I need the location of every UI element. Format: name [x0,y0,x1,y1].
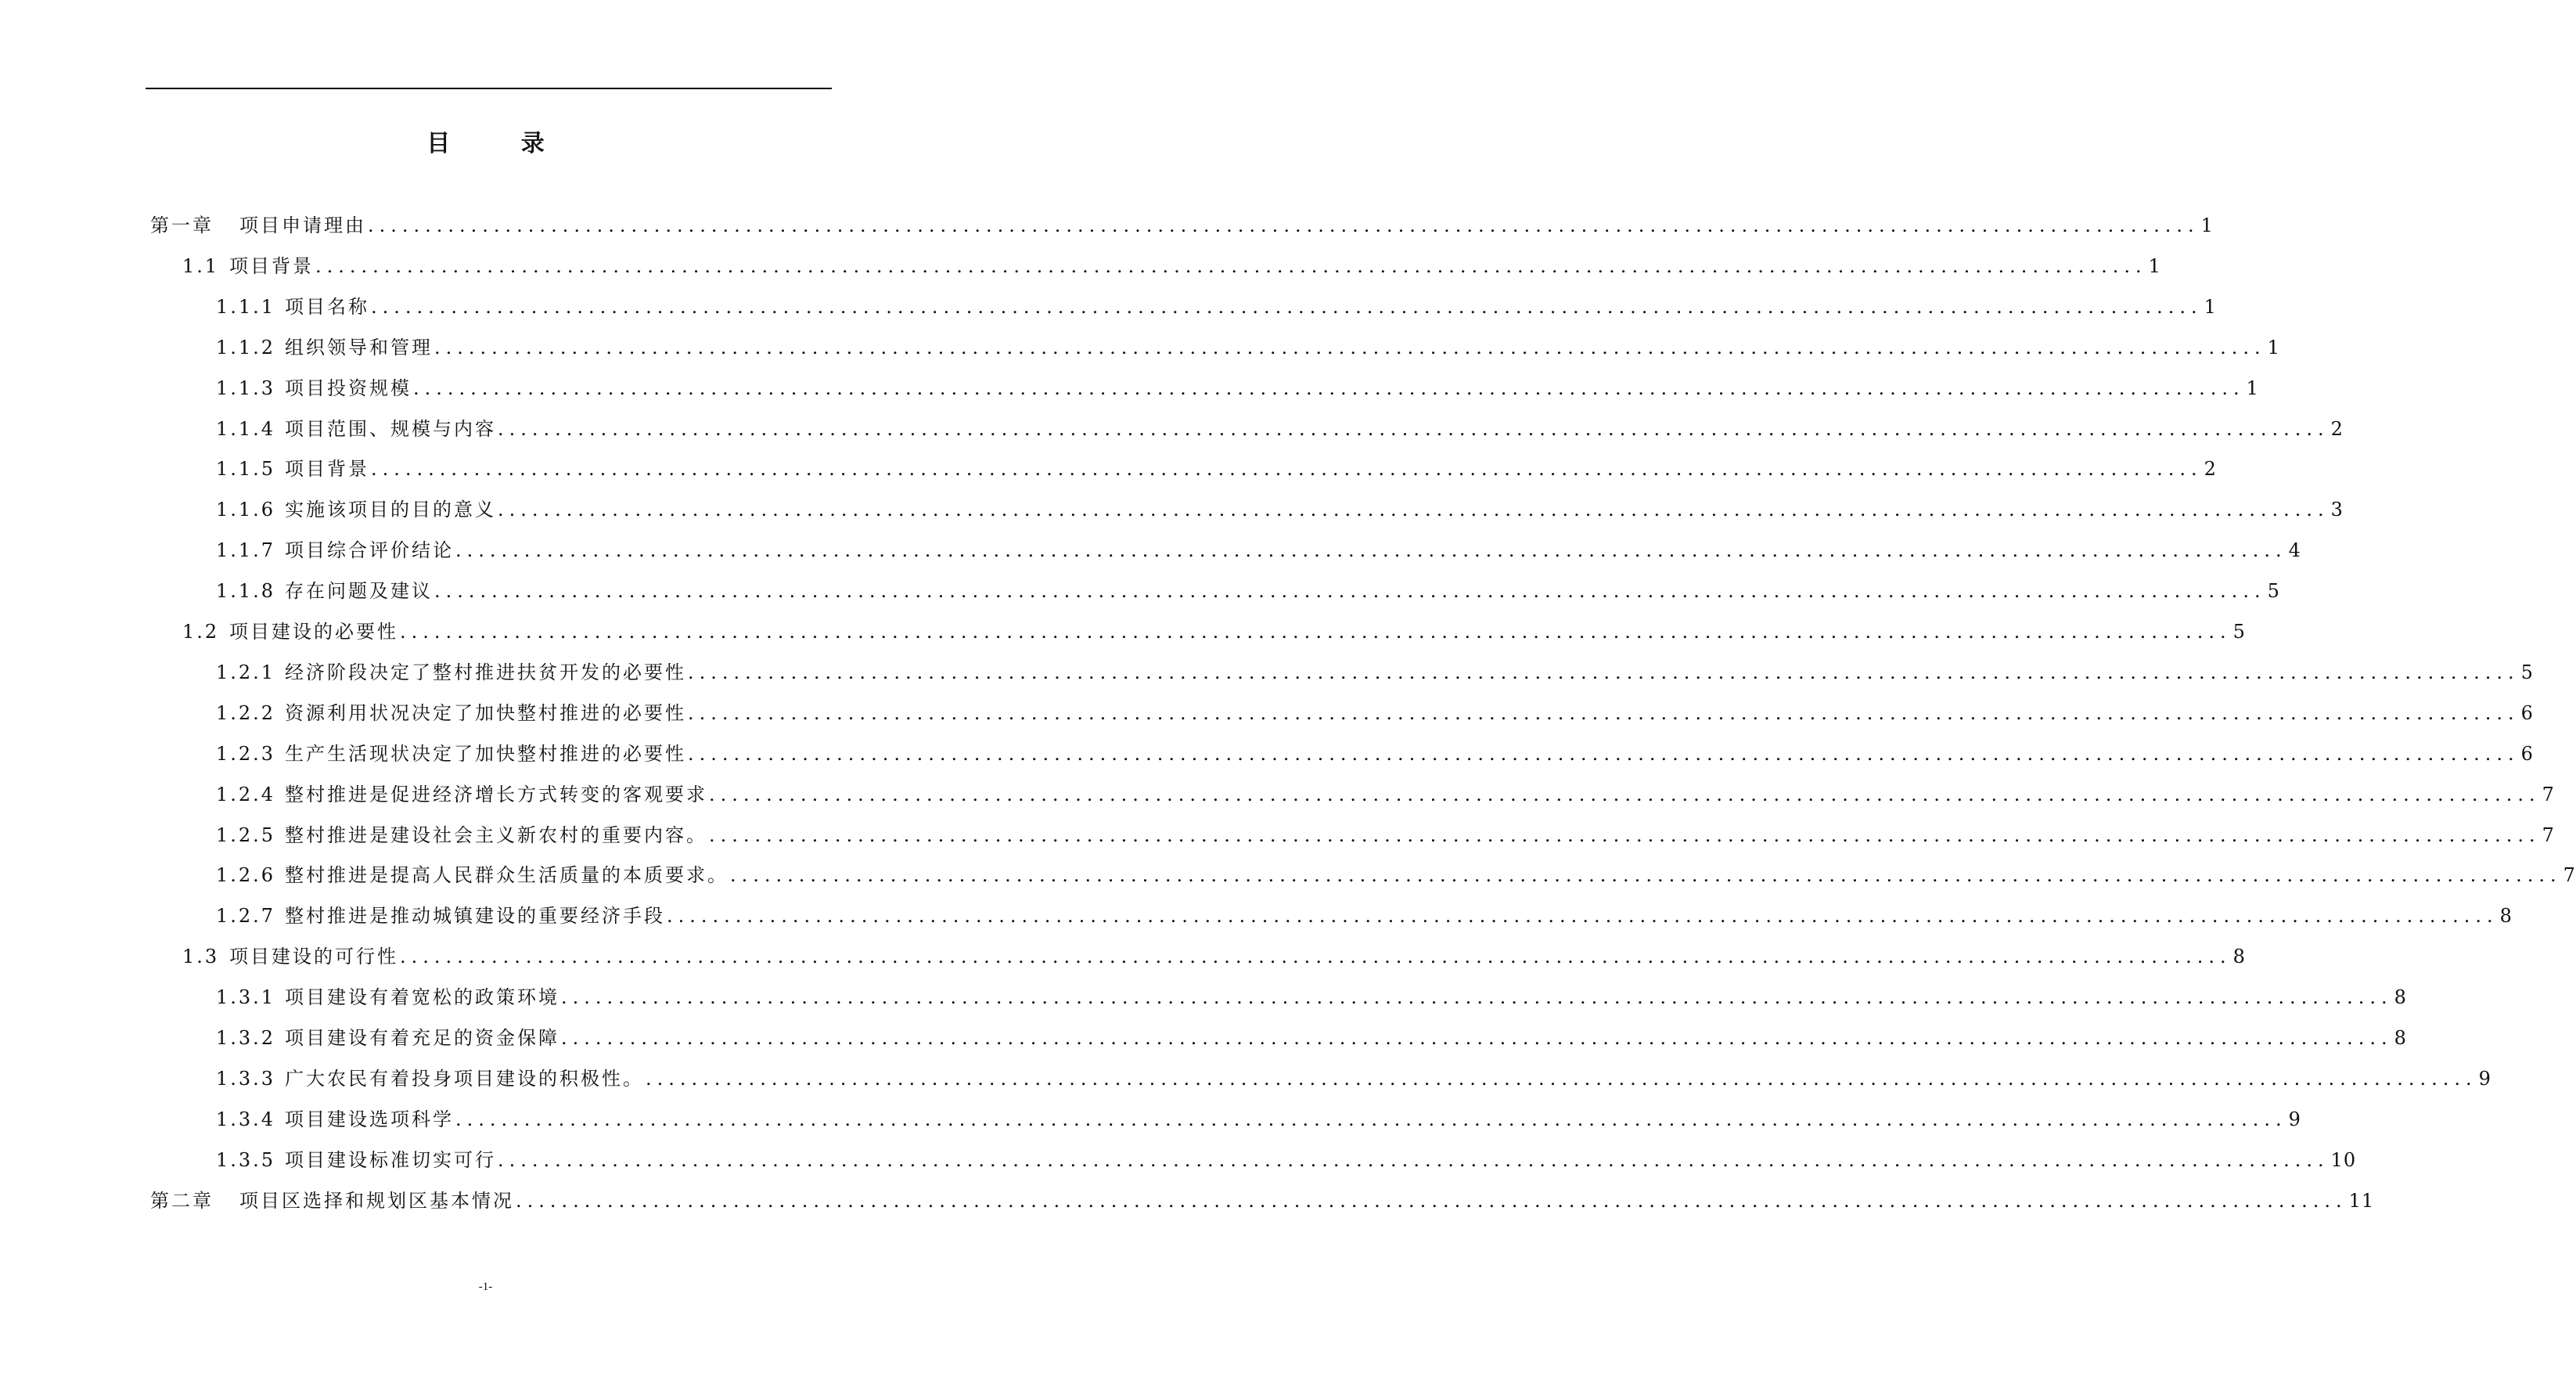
toc-entry-label: 项目背景 [229,255,314,277]
toc-entry-number: 1.2.1 [216,661,276,683]
toc-entry-label: 整村推进是提高人民群众生活质量的本质要求。 [285,864,729,886]
toc-entry-number: 1.1.4 [216,418,276,440]
toc-dot-leader: ................................................................................................................................................................ [455,1108,2287,1130]
toc-entry-label: 整村推进是推动城镇建设的重要经济手段 [285,905,665,927]
toc-entry-label: 实施该项目的目的意义 [285,499,496,521]
toc-entry-number: 1.3 [182,946,220,968]
toc-entry[interactable] [150,1185,2375,1213]
toc-entry-number: 1.3.2 [216,1027,276,1049]
toc-entry-label: 项目建设有着宽松的政策环境 [285,986,559,1008]
toc-entry-number: 1.1.6 [216,499,276,521]
toc-entry[interactable] [216,453,2217,481]
toc-entry-label: 项目综合评价结论 [285,539,454,561]
toc-entry-page: 6 [2520,743,2534,765]
toc-entry-label: 项目范围、规模与内容 [285,418,496,440]
toc-entry-label: 项目建设的必要性 [229,621,398,643]
toc-dot-leader: ................................................................................................................................................................ [709,824,2541,846]
toc-dot-leader: ................................................................................................................................................................ [371,458,2203,480]
page-title: 目 录 [426,130,576,157]
toc-entry-number: 1.1.8 [216,580,276,602]
toc-entry[interactable] [216,575,2280,604]
toc-entry[interactable] [216,859,2576,888]
toc-dot-leader: ................................................................................................................................................................ [730,864,2562,886]
toc-entry-page: 5 [2232,621,2246,643]
toc-dot-leader: ................................................................................................................................................................ [561,1027,2393,1049]
toc-entry-page: 11 [2348,1190,2375,1212]
toc-entry[interactable] [216,291,2217,319]
toc-entry-page: 1 [2204,296,2217,318]
toc-entry-label: 项目建设选项科学 [285,1108,454,1130]
toc-dot-leader: ................................................................................................................................................................ [368,214,2200,236]
toc-dot-leader: ................................................................................................................................................................ [667,905,2499,927]
toc-entry[interactable] [216,373,2259,401]
toc-entry[interactable] [216,1022,2407,1050]
toc-entry-number: 1.2.4 [216,784,276,805]
toc-entry-page: 4 [2288,539,2301,561]
toc-dot-leader: ................................................................................................................................................................ [434,580,2266,602]
toc-entry-label: 组织领导和管理 [285,337,433,359]
toc-dot-leader: ................................................................................................................................................................ [455,539,2287,561]
toc-dot-leader: ................................................................................................................................................................ [646,1068,2477,1090]
toc-entry-page: 8 [2499,905,2513,927]
toc-entry-page: 1 [2246,377,2259,399]
toc-dot-leader: ................................................................................................................................................................ [688,661,2520,683]
toc-entry-number: 1.2.6 [216,864,276,886]
toc-entry-label: 存在问题及建议 [285,580,433,602]
toc-dot-leader: ................................................................................................................................................................ [688,743,2520,765]
toc-dot-leader: ................................................................................................................................................................ [688,702,2520,724]
toc-entry-label: 生产生活现状决定了加快整村推进的必要性 [285,743,686,765]
toc-entry[interactable] [182,616,2246,644]
toc-dot-leader: ................................................................................................................................................................ [498,499,2330,521]
toc-entry[interactable] [216,1104,2301,1132]
toc-entry-page: 7 [2563,864,2576,886]
toc-entry-label: 整村推进是促进经济增长方式转变的客观要求 [285,784,707,805]
toc-entry-number: 1.3.4 [216,1108,276,1130]
toc-entry-number: 1.3.1 [216,986,276,1008]
toc-entry-label: 项目背景 [285,458,369,480]
toc-entry-number: 1.2.2 [216,702,276,724]
toc-entry[interactable] [216,1144,2357,1173]
toc-entry-number: 第二章 [150,1190,214,1212]
toc-entry[interactable] [216,820,2555,848]
toc-entry-number: 1.1.5 [216,458,276,480]
toc-entry-page: 2 [2330,418,2344,440]
toc-entry-label: 项目申请理由 [239,214,366,236]
toc-dot-leader: ................................................................................................................................................................ [561,986,2393,1008]
toc-entry[interactable] [216,779,2555,807]
toc-entry[interactable] [216,413,2344,441]
toc-entry[interactable] [216,1063,2491,1091]
toc-entry-number: 1.3.3 [216,1068,276,1090]
toc-entry-page: 8 [2394,1027,2407,1049]
toc-dot-leader: ................................................................................................................................................................ [400,946,2232,968]
toc-entry-number: 1.2 [182,621,220,643]
toc-entry-label: 项目区选择和规划区基本情况 [239,1190,514,1212]
toc-entry-number: 1.1.7 [216,539,276,561]
toc-entry-page: 7 [2542,784,2555,805]
toc-entry[interactable] [216,332,2280,360]
toc-entry-page: 2 [2204,458,2217,480]
toc-entry-page: 6 [2520,702,2534,724]
toc-entry-number: 1.1.1 [216,296,276,318]
toc-entry[interactable] [216,494,2344,522]
toc-entry-label: 项目建设有着充足的资金保障 [285,1027,559,1049]
toc-entry-page: 1 [2148,255,2161,277]
toc-entry-page: 3 [2330,499,2344,521]
toc-entry-page: 5 [2520,661,2534,683]
toc-entry-label: 整村推进是建设社会主义新农村的重要内容。 [285,824,707,846]
toc-entry-page: 9 [2288,1108,2301,1130]
toc-dot-leader: ................................................................................................................................................................ [498,1149,2330,1171]
toc-dot-leader: ................................................................................................................................................................ [413,377,2245,399]
toc-entry-number: 1.1 [182,255,220,277]
toc-entry-number: 第一章 [150,214,214,236]
toc-entry-number: 1.2.7 [216,905,276,927]
toc-dot-leader: ................................................................................................................................................................ [516,1190,2348,1212]
toc-entry[interactable] [216,982,2407,1010]
toc-entry-number: 1.3.5 [216,1149,276,1171]
toc-entry-label: 项目建设标准切实可行 [285,1149,496,1171]
toc-dot-leader: ................................................................................................................................................................ [709,784,2541,805]
toc-entry[interactable] [150,210,2214,238]
toc-entry-page: 8 [2232,946,2246,968]
toc-entry[interactable] [182,941,2246,969]
toc-entry-page: 9 [2478,1068,2491,1090]
toc-entry[interactable] [216,697,2534,726]
toc-entry[interactable] [182,250,2161,279]
toc-dot-leader: ................................................................................................................................................................ [371,296,2203,318]
toc-entry-number: 1.2.5 [216,824,276,846]
toc-entry-page: 1 [2267,337,2280,359]
toc-entry-label: 广大农民有着投身项目建设的积极性。 [285,1068,644,1090]
toc-entry[interactable] [216,900,2513,928]
toc-entry[interactable] [216,738,2534,766]
toc-entry-page: 8 [2394,986,2407,1008]
toc-entry-page: 1 [2200,214,2214,236]
page-number: -1- [478,1281,493,1293]
toc-entry-page: 10 [2330,1149,2357,1171]
toc-entry-number: 1.2.3 [216,743,276,765]
toc-dot-leader: ................................................................................................................................................................ [498,418,2330,440]
toc-entry-label: 项目名称 [285,296,369,318]
toc-entry[interactable] [216,657,2534,685]
toc-entry-page: 7 [2542,824,2555,846]
toc-dot-leader: ................................................................................................................................................................ [400,621,2232,643]
toc-entry[interactable] [216,535,2301,563]
toc-entry-label: 项目建设的可行性 [229,946,398,968]
toc-dot-leader: ................................................................................................................................................................ [315,255,2147,277]
toc-entry-label: 项目投资规模 [285,377,412,399]
toc-dot-leader: ................................................................................................................................................................ [434,337,2266,359]
toc-entry-page: 5 [2267,580,2280,602]
toc-entry-label: 资源利用状况决定了加快整村推进的必要性 [285,702,686,724]
toc-entry-label: 经济阶段决定了整村推进扶贫开发的必要性 [285,661,686,683]
toc-entry-number: 1.1.2 [216,337,276,359]
toc-entry-number: 1.1.3 [216,377,276,399]
